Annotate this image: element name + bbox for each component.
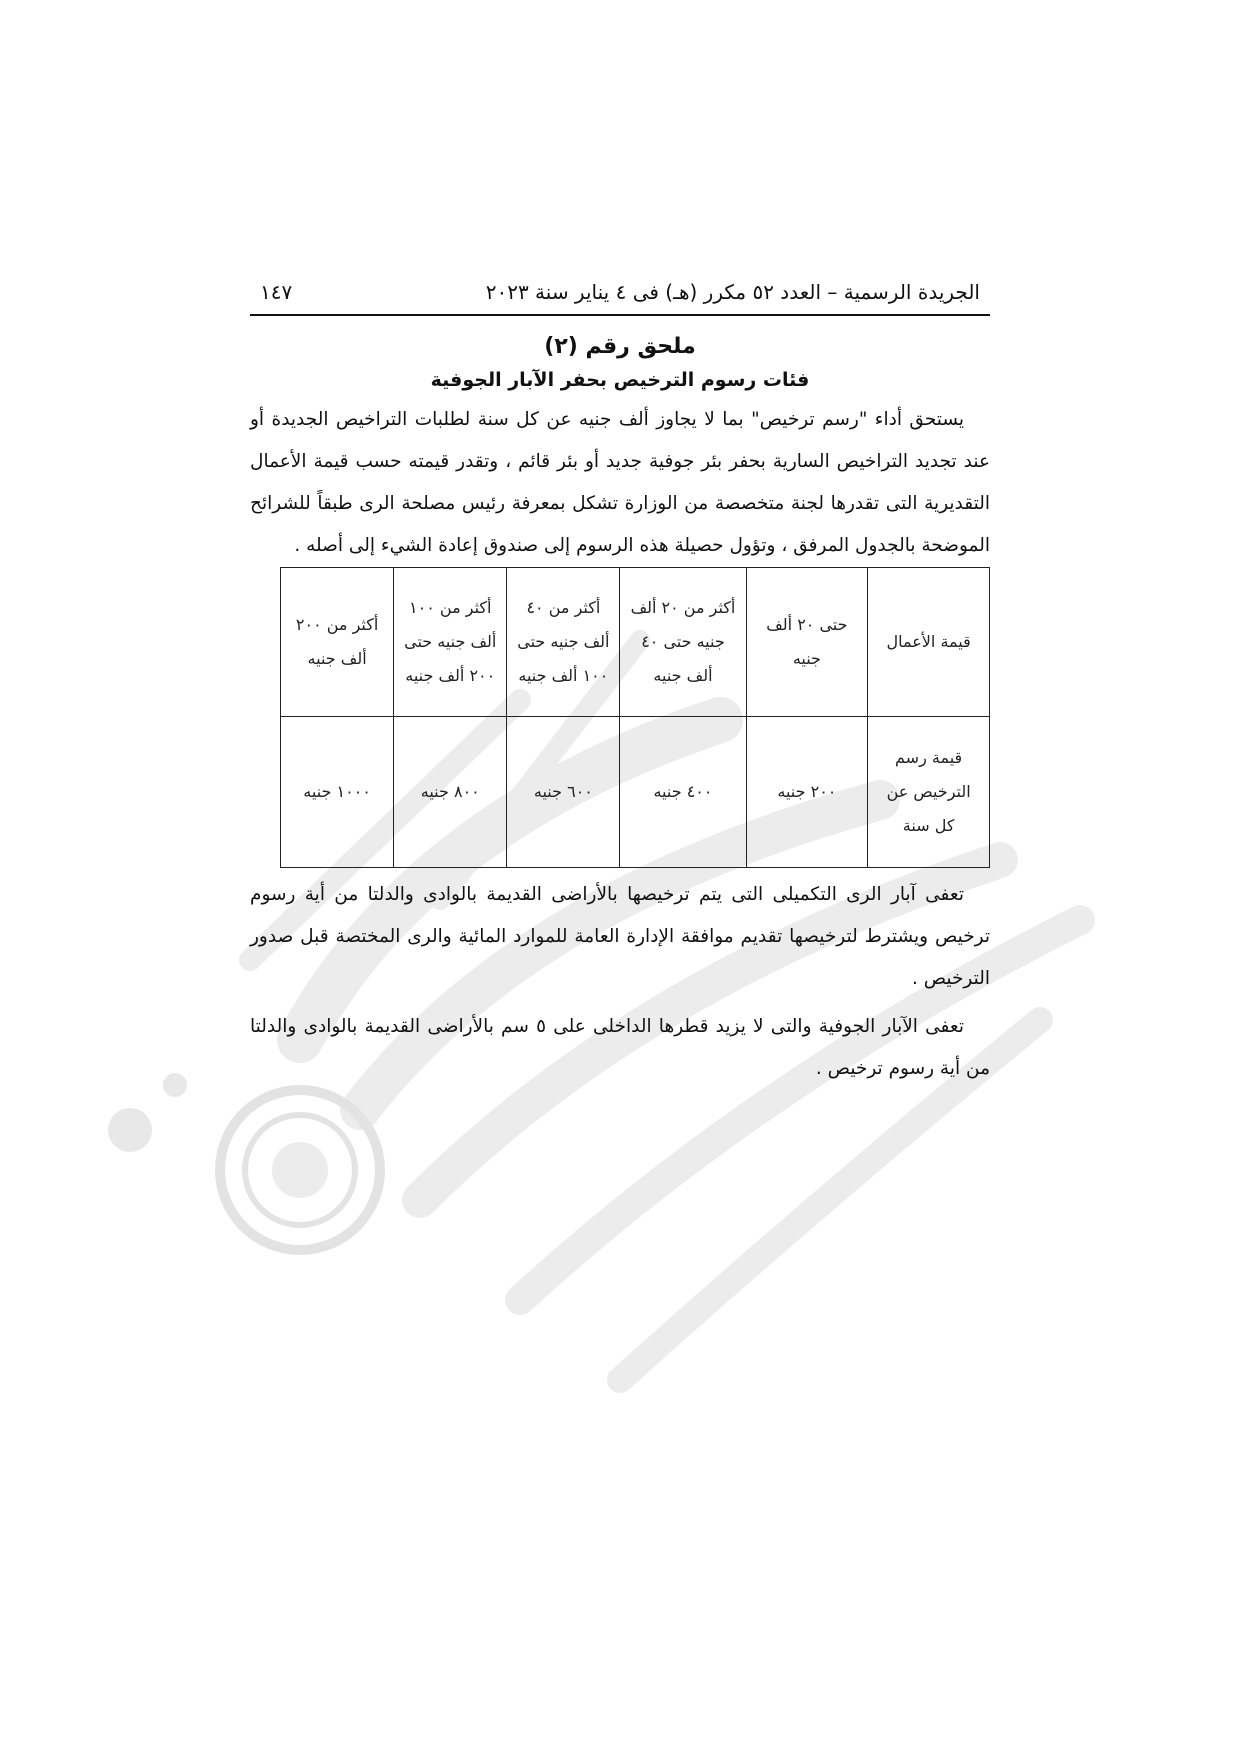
section-subtitle: فئات رسوم الترخيص بحفر الآبار الجوفية: [430, 369, 810, 391]
table-cell: ٢٠٠ جنيه: [746, 717, 868, 868]
table-cell: حتى ٢٠ ألف جنيه: [746, 568, 868, 717]
gazette-page: [250, 280, 990, 1090]
table-cell: ٤٠٠ جنيه: [620, 717, 746, 868]
page-header: [250, 280, 990, 316]
fees-table: [280, 567, 990, 868]
table-cell: أكثر من ٢٠ ألف جنيه حتى ٤٠ ألف جنيه: [620, 568, 746, 717]
table-cell-row-label: قيمة الأعمال: [868, 568, 990, 717]
table-row: [281, 717, 990, 868]
intro-paragraph: يستحق أداء "رسم ترخيص" بما لا يجاوز ألف جنيه عن كل سنة لطلبات التراخيص الجديدة أو عند تجديد التراخيص السارية بحفر بئر جوفية جديد أو بئر قائم ، وتقدر قيمته حسب قيمة الأعمال التقديرية التى تقدرها لجنة متخصصة من الوزارة تشكل بمعرفة رئيس مصلحة الرى طبقاً للشرائح الموضحة بالجدول المرفق ، وتؤول حصيلة هذه الرسوم إلى صندوق إعادة الشيء إلى أصله .: [250, 409, 990, 556]
table-cell: ٦٠٠ جنيه: [507, 717, 620, 868]
exemption-paragraph: تعفى آبار الرى التكميلى التى يتم ترخيصها بالأراضى القديمة بالوادى والدلتا من أية رسوم ترخيص ويشترط لترخيصها تقديم موافقة الإدارة العامة للموارد المائية والرى المختصة قبل صدور الترخيص .: [250, 884, 990, 989]
annex-title: ملحق رقم (٢): [544, 334, 696, 359]
seal-icon: [220, 1090, 380, 1250]
table-cell: أكثر من ٢٠٠ ألف جنيه: [281, 568, 394, 717]
exemption-paragraph: تعفى الآبار الجوفية والتى لا يزيد قطرها الداخلى على ٥ سم بالأراضى القديمة بالوادى والدلتا من أية رسوم ترخيص .: [250, 1016, 990, 1079]
table-cell: ٨٠٠ جنيه: [394, 717, 507, 868]
table-cell: أكثر من ١٠٠ ألف جنيه حتى ٢٠٠ ألف جنيه: [394, 568, 507, 717]
page-number: ١٤٧: [260, 280, 293, 304]
header-title: الجريدة الرسمية – العدد ٥٢ مكرر (هـ) فى ٤ يناير سنة ٢٠٢٣: [485, 280, 980, 304]
table-cell-row-label: قيمة رسم الترخيص عن كل سنة: [868, 717, 990, 868]
table-cell: ١٠٠٠ جنيه: [281, 717, 394, 868]
table-cell: أكثر من ٤٠ ألف جنيه حتى ١٠٠ ألف جنيه: [507, 568, 620, 717]
table-row: [281, 568, 990, 717]
